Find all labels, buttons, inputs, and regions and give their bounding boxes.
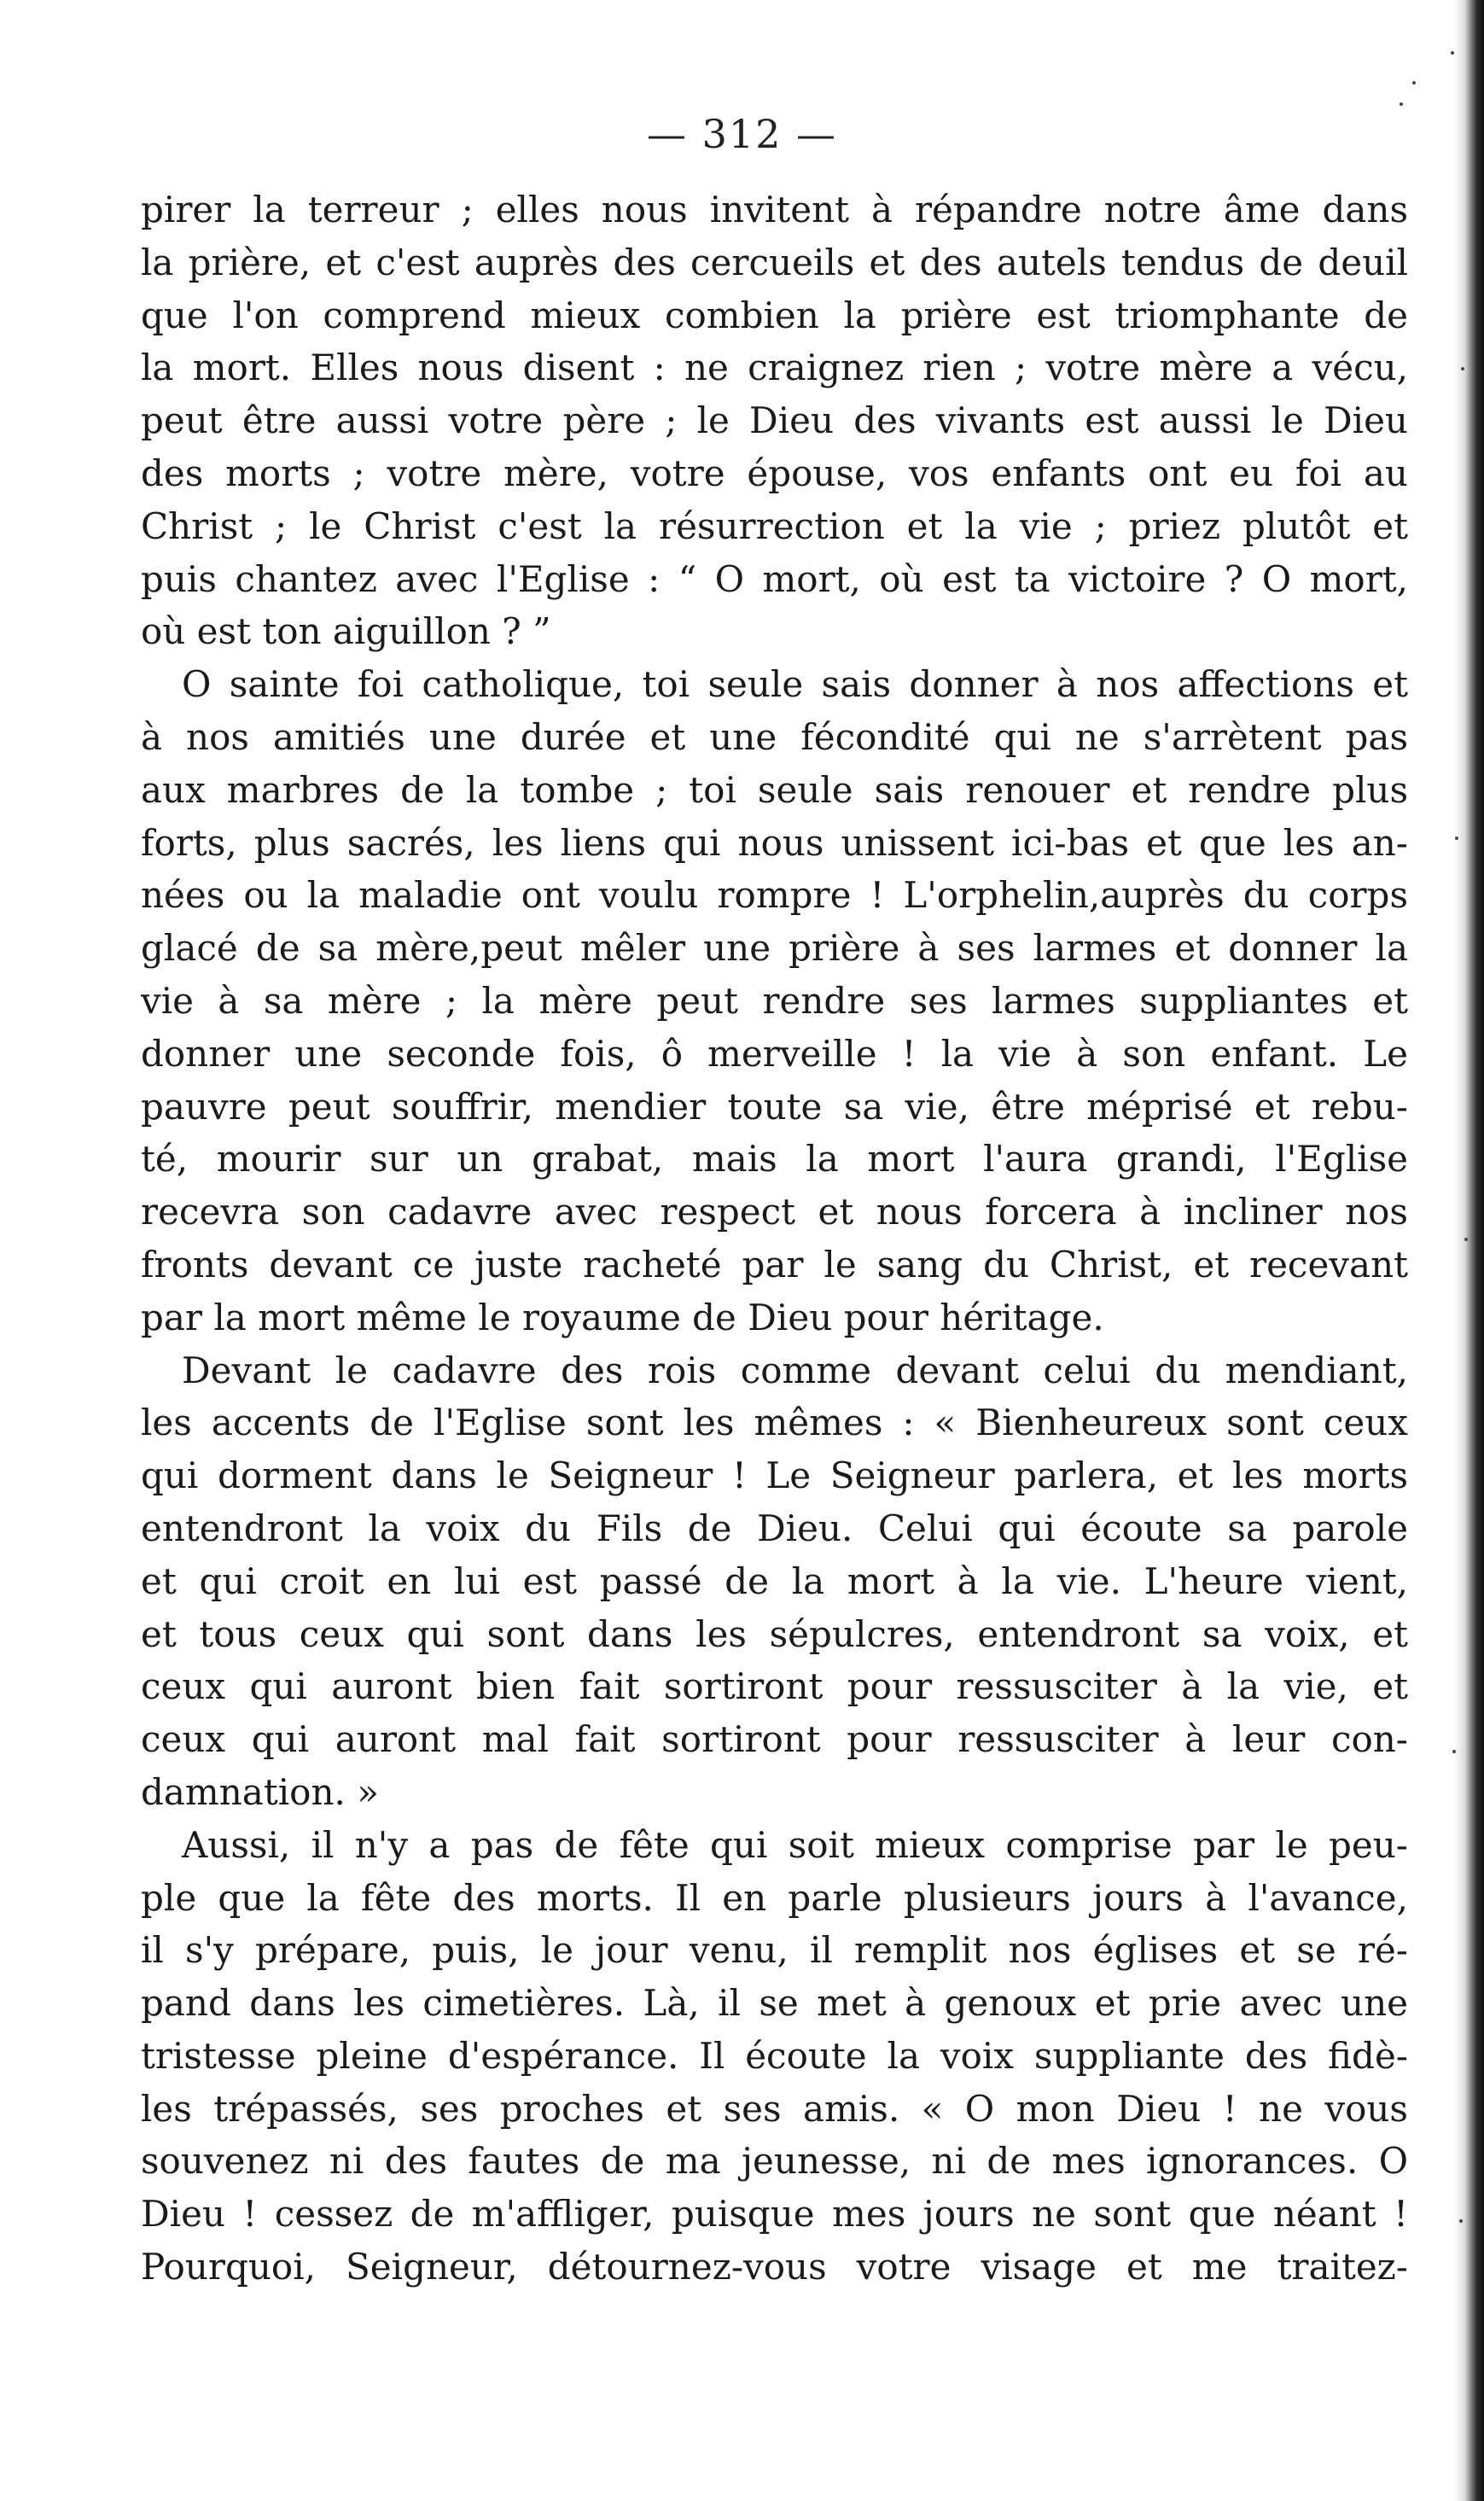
page-number: — 312 —: [646, 111, 838, 157]
text-line: aux marbres de la tombe ; toi seule sais renouer et rendre plus: [141, 768, 1408, 811]
text-line: souvenez ni des fautes de ma jeunesse, ni de mes ignorances. O: [141, 2140, 1408, 2183]
scan-speck: [1452, 1750, 1456, 1753]
text-line: ceux qui auront bien fait sortiront pour ressusciter à la vie, et: [141, 1665, 1408, 1708]
text-line: les trépassés, ses proches et ses amis. « O mon Dieu ! ne vous: [141, 2087, 1408, 2130]
text-line: entendront la voix du Fils de Dieu. Celui qui écoute sa parole: [141, 1507, 1408, 1549]
text-line: que l'on comprend mieux combien la prière est triomphante de: [141, 294, 1408, 336]
text-line: et tous ceux qui sont dans les sépulcres, entendront sa voix, et: [141, 1612, 1408, 1655]
text-line: la prière, et c'est auprès des cercueils et des autels tendus de deuil: [141, 241, 1408, 283]
scan-speck: [1464, 1238, 1468, 1241]
text-line: damnation. »: [141, 1770, 379, 1813]
text-line: à nos amitiés une durée et une fécondité qui ne s'arrètent pas: [141, 715, 1408, 758]
text-line: les accents de l'Eglise sont les mêmes : « Bienheureux sont ceux: [141, 1402, 1408, 1444]
text-line: té, mourir sur un grabat, mais la mort l'aura grandi, l'Eglise: [141, 1138, 1408, 1181]
body-text: [141, 184, 1408, 2294]
text-line: Aussi, il n'y a pas de fête qui soit mieux comprise par le peu-: [182, 1823, 1408, 1866]
scan-speck: [1451, 51, 1454, 55]
text-line: glacé de sa mère,peut mêler une prière à ses larmes et donner la: [141, 927, 1408, 970]
text-line: où est ton aiguillon ? ”: [141, 610, 551, 653]
scan-speck: [1412, 81, 1416, 85]
text-line: par la mort même le royaume de Dieu pour héritage.: [141, 1296, 1104, 1338]
text-line: Devant le cadavre des rois comme devant celui du mendiant,: [182, 1349, 1408, 1391]
text-line: forts, plus sacrés, les liens qui nous unissent ici-bas et que les an-: [141, 821, 1408, 864]
scan-speck: [1459, 2219, 1463, 2223]
text-line: vie à sa mère ; la mère peut rendre ses larmes suppliantes et: [141, 979, 1408, 1022]
text-line: pand dans les cimetières. Là, il se met à genoux et prie avec une: [141, 1982, 1408, 2025]
text-line: la mort. Elles nous disent : ne craignez rien ; votre mère a vécu,: [141, 347, 1408, 389]
text-line: pauvre peut souffrir, mendier toute sa vie, être méprisé et rebu-: [141, 1085, 1408, 1128]
text-line: et qui croit en lui est passé de la mort à la vie. L'heure vient,: [141, 1559, 1408, 1602]
text-line: puis chantez avec l'Eglise : “ O mort, où est ta victoire ? O mort,: [141, 557, 1408, 600]
text-line: Dieu ! cessez de m'affliger, puisque mes jours ne sont que néant !: [141, 2193, 1408, 2236]
page-spine-edge: [1455, 0, 1484, 2501]
text-line: qui dorment dans le Seigneur ! Le Seigneur parlera, et les morts: [141, 1455, 1408, 1497]
text-line: tristesse pleine d'espérance. Il écoute la voix suppliante des fidè-: [141, 2034, 1408, 2077]
text-line: pirer la terreur ; elles nous invitent à répandre notre âme dans: [141, 189, 1408, 230]
scan-speck: [1400, 102, 1403, 106]
text-line: Christ ; le Christ c'est la résurrection et la vie ; priez plutôt et: [141, 504, 1408, 547]
scan-speck: [1455, 837, 1458, 840]
text-line: ceux qui auront mal fait sortiront pour ressusciter à leur con-: [141, 1718, 1408, 1761]
text-line: O sainte foi catholique, toi seule sais donner à nos affections et: [182, 663, 1408, 706]
text-line: des morts ; votre mère, votre épouse, vos enfants ont eu foi au: [141, 452, 1408, 494]
text-line: Pourquoi, Seigneur, détournez-vous votre visage et me traitez-: [141, 2246, 1408, 2288]
text-line: il s'y prépare, puis, le jour venu, il remplit nos églises et se ré-: [141, 1929, 1408, 1972]
scan-speck: [1461, 367, 1464, 370]
text-line: nées ou la maladie ont voulu rompre ! L'orphelin,auprès du corps: [141, 874, 1408, 917]
text-line: ple que la fête des morts. Il en parle plusieurs jours à l'avance,: [141, 1876, 1408, 1919]
text-line: recevra son cadavre avec respect et nous forcera à incliner nos: [141, 1191, 1408, 1233]
text-line: donner une seconde fois, ô merveille ! la vie à son enfant. Le: [141, 1032, 1408, 1075]
text-line: fronts devant ce juste racheté par le sang du Christ, et recevant: [141, 1243, 1408, 1285]
text-line: peut être aussi votre père ; le Dieu des vivants est aussi le Dieu: [141, 399, 1408, 442]
